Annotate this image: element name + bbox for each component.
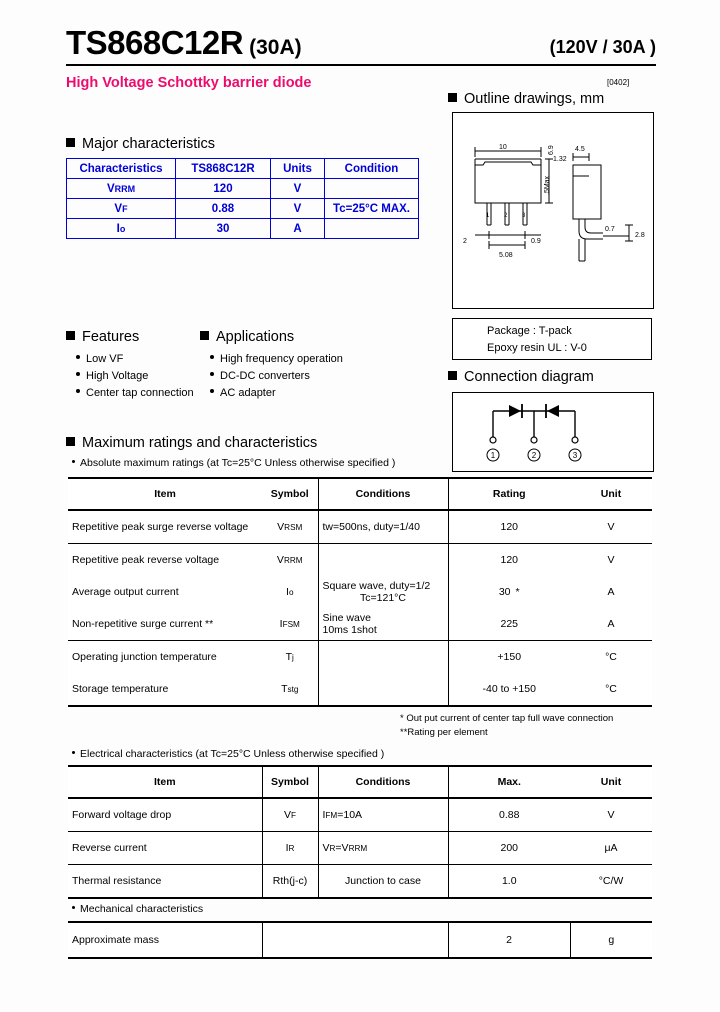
table-row [68,673,652,706]
cell-condition [325,179,419,199]
condition-line-2: Tc=121°C [360,592,406,604]
cell-item: Reverse current [68,832,262,865]
cell-symbol [262,832,318,865]
pin-number-label: 1 [486,213,490,219]
max-ratings-subtitle-text: Absolute maximum ratings (at Tc=25°C Unless otherwise specified ) [80,457,396,469]
cell-symbol [262,608,318,641]
symbol-subscript: FSM [282,620,300,629]
dot-bullet-icon [210,389,214,393]
condition-tail: =10A [337,809,363,821]
cell-rating: 225 [500,618,519,630]
symbol-base: V [276,554,284,566]
condition-subscript: R [329,844,336,853]
cell-unit: A [607,618,615,630]
feature-label: Low VF [86,353,124,365]
symbol-base: T [281,683,288,695]
dot-bullet-icon [210,355,214,359]
part-title-group [66,26,302,60]
col-item: Item [154,488,176,500]
condition-base: V [322,842,330,854]
pin-number-label: 2 [531,451,537,460]
cell-max: 200 [500,842,519,854]
table-row [67,199,419,219]
col-rating: Rating [492,488,526,500]
cell-conditions: tw=500ns, duty=1/40 [318,510,448,544]
cell-conditions: Junction to case [318,865,448,899]
dot-bullet-icon [72,751,75,754]
symbol-subscript: RRM [283,556,303,565]
symbol-base: V [106,182,115,195]
list-item [76,385,194,402]
dimension-label: 5.08 [499,252,513,259]
cell-unit: A [607,586,615,598]
dimension-label: 0.7 [605,226,615,233]
cell-unit: A [271,219,325,239]
dot-bullet-icon [210,372,214,376]
cell-value: 30 [176,219,271,239]
square-bullet-icon [66,437,75,446]
feature-label: High Voltage [86,370,149,382]
max-ratings-subtitle [72,457,395,469]
cell-unit: °C [605,683,617,695]
application-label: DC-DC converters [220,370,310,382]
col-max: Max. [497,776,521,788]
condition-tail: =V [335,842,349,854]
cell-item: Storage temperature [72,683,169,695]
outline-drawings-title: Outline drawings, mm [464,91,605,107]
package-info-box [452,318,652,360]
cell-symbol [262,544,318,577]
major-characteristics-heading [66,136,215,152]
cell-symbol: Rth(j-c) [262,865,318,899]
cell-conditions [318,608,448,641]
list-item [76,351,194,368]
page-title: TS868C12R [66,24,244,61]
cell-symbol [262,641,318,674]
table-row [68,832,652,865]
cell-rating: +150 [497,651,522,663]
dimension-label: 1.32 [553,156,567,163]
table-header-row [67,159,419,179]
major-characteristics-title: Major characteristics [82,136,215,152]
symbol-base: I [116,222,120,235]
diode-symbol-left [509,404,522,418]
col-unit: Unit [600,776,622,788]
cell-condition: Tc=25°C MAX. [325,199,419,219]
condition-line-2: 10ms 1shot [322,624,377,636]
header-divider [66,64,656,66]
cell-value: 120 [176,179,271,199]
mechanical-subtitle [72,903,203,915]
condition-tail-subscript: RRM [348,844,368,853]
cell-symbol [262,576,318,608]
symbol-base: T [285,651,293,663]
pin-number-label: 3 [522,213,526,219]
cell-unit: μA [604,842,618,854]
cell-conditions [318,832,448,865]
cell-symbol [262,798,318,832]
symbol-subscript: j [292,653,294,662]
table-row [68,510,652,544]
square-bullet-icon [448,371,457,380]
table-row [68,865,652,899]
square-bullet-icon [200,331,209,340]
pin-number-label: 2 [504,213,508,219]
max-ratings-heading [66,435,317,451]
dot-bullet-icon [72,460,75,463]
cell-characteristic [67,179,176,199]
cell-characteristic [67,199,176,219]
col-symbol: Symbol [262,766,318,798]
square-bullet-icon [66,331,75,340]
table-header-row [68,478,652,510]
cell-item: Forward voltage drop [68,798,262,832]
pin-number-label: 1 [490,451,496,460]
table-header-row [68,766,652,798]
cell-conditions [318,673,448,706]
mechanical-characteristics-table [68,921,652,959]
connection-diagram-title: Connection diagram [464,369,594,385]
symbol-base: I [279,618,283,630]
pin-number-label: 3 [572,451,578,460]
condition-base: I [322,809,326,821]
condition-line-1: Sine wave [322,612,371,624]
cell-symbol [262,510,318,544]
table-row [68,544,652,577]
cell-unit: V [271,179,325,199]
cell-characteristic [67,219,176,239]
cell-unit: V [607,809,615,821]
page-header [66,26,656,91]
symbol-base: I [285,842,289,854]
symbol-subscript: RRM [114,183,136,194]
cell-conditions [318,576,448,608]
symbol-subscript: o [288,588,294,597]
cell-value: 0.88 [176,199,271,219]
features-title: Features [82,329,140,345]
connection-diagram-heading [448,369,594,385]
cell-rating: -40 to +150 [482,683,536,695]
table-row [68,576,652,608]
feature-label: Center tap connection [86,387,194,399]
condition-subscript: FM [325,811,338,820]
features-list [76,351,194,402]
symbol-base: V [283,809,291,821]
mechanical-subtitle-text: Mechanical characteristics [80,903,204,915]
cell-item: Operating junction temperature [72,651,217,663]
dimension-label: 6.9 [548,145,555,155]
applications-list [210,351,343,402]
application-label: AC adapter [220,387,276,399]
table-row [67,219,419,239]
package-outline-drawing [453,113,653,308]
col-condition: Condition [325,159,419,179]
electrical-characteristics-table [68,765,652,899]
cell-unit: V [271,199,325,219]
square-bullet-icon [448,93,457,102]
table-row [68,641,652,674]
dimension-label: 2.8 [635,232,645,239]
cell-conditions [318,641,448,674]
square-bullet-icon [66,138,75,147]
list-item [210,351,343,368]
cell-conditions [262,922,448,958]
cell-max: 0.88 [499,809,520,821]
dot-bullet-icon [72,906,75,909]
cell-unit: g [608,934,615,946]
cell-item: Approximate mass [68,922,262,958]
part-current-rating: (30A) [249,36,302,59]
max-ratings-title: Maximum ratings and characteristics [82,435,318,451]
max-ratings-table [68,477,652,707]
table-row [68,922,652,958]
cell-max: 1.0 [501,875,517,887]
cell-item: Average output current [72,586,179,598]
col-symbol: Symbol [270,488,309,500]
table-row [68,608,652,641]
symbol-subscript: F [291,811,296,820]
cell-unit: V [607,554,615,566]
connection-diagram-box [452,392,654,472]
cell-max: 2 [448,922,570,958]
resin-ul-label: Epoxy resin UL : V-0 [487,342,587,354]
dimension-label: 2 [463,238,467,245]
list-item [76,368,194,385]
cell-rating [448,576,570,608]
symbol-subscript: F [122,203,128,214]
package-type-label: Package : T-pack [487,325,572,337]
cell-item: Thermal resistance [68,865,262,899]
applications-title: Applications [216,329,295,345]
list-item [210,385,343,402]
list-item [210,368,343,385]
cell-conditions [318,798,448,832]
page-subtitle: High Voltage Schottky barrier diode [66,75,312,91]
col-conditions: Conditions [318,478,448,510]
application-label: High frequency operation [220,353,343,365]
cell-conditions [318,544,448,577]
outline-drawing-box [452,112,654,309]
features-heading [66,329,139,345]
cell-rating: 120 [500,554,519,566]
cell-unit: °C [605,651,617,663]
dot-bullet-icon [76,389,80,393]
cell-symbol [262,673,318,706]
symbol-subscript: stg [287,685,299,694]
dimension-label: 4.5 [575,146,585,153]
electrical-subtitle-text: Electrical characteristics (at Tc=25°C Unless otherwise specified ) [80,748,385,760]
col-units: Units [271,159,325,179]
cell-rating: 120 [500,521,519,533]
col-unit: Unit [600,488,622,500]
revision-code: [0402] [607,78,630,87]
symbol-base: I [286,586,289,598]
col-conditions: Conditions [318,766,448,798]
diode-symbol-right [546,404,559,418]
major-characteristics-table [66,158,419,239]
footnote-1: * Out put current of center tap full wave connection [400,713,614,724]
outline-drawings-heading [448,91,604,107]
cell-condition [325,219,419,239]
cell-unit: V [607,521,615,533]
dimension-label: 10 [499,144,507,151]
condition-line-1: Square wave, duty=1/2 [322,580,431,592]
cell-unit: °C/W [598,875,624,887]
symbol-subscript: R [288,844,295,853]
dot-bullet-icon [76,355,80,359]
dimension-label: .5Max [544,175,551,195]
symbol-subscript: o [119,223,126,234]
rating-value: 30 [498,586,511,598]
max-ratings-footnotes [400,712,655,740]
symbol-base: V [277,521,285,533]
center-tap-diode-schematic [453,393,653,471]
electrical-subtitle [72,748,384,760]
table-row [67,179,419,199]
header-spec-summary: (120V / 30A ) [549,37,656,57]
cell-item: Repetitive peak surge reverse voltage [72,521,249,533]
col-item: Item [68,766,262,798]
symbol-base: V [114,202,123,215]
cell-item: Repetitive peak reverse voltage [72,554,220,566]
footnote-2: **Rating per element [400,727,488,738]
table-row [68,798,652,832]
rating-footnote-marker: * [515,586,520,598]
dot-bullet-icon [76,372,80,376]
dimension-label: 0.9 [531,238,541,245]
applications-heading [200,329,294,345]
col-characteristics: Characteristics [67,159,176,179]
cell-item: Non-repetitive surge current ** [72,618,214,630]
col-part-number: TS868C12R [176,159,271,179]
symbol-subscript: RSM [284,523,303,532]
